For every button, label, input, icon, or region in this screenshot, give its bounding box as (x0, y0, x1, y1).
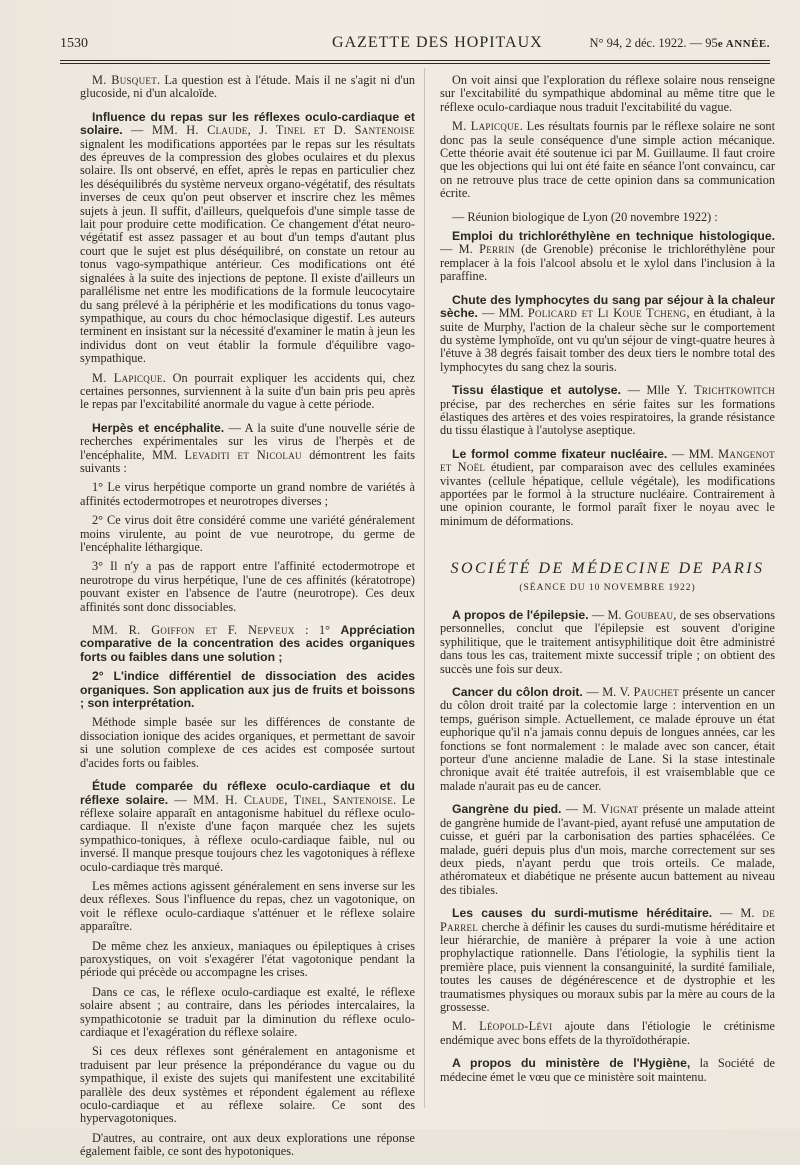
article (440, 803, 775, 897)
article-text: (de Grenoble) préconise le trichloréthylène pour remplacer à la fois l'alcool absolu et le xylol dans l'inclusion à la paraffine. (440, 242, 775, 284)
article-heading: Appréciation comparative de la concentration des acides organiques forts ou faibles dans une solution ; (80, 623, 415, 664)
article-heading: A propos de l'épilepsie. (452, 608, 589, 622)
article (440, 686, 775, 793)
meeting-line: — Réunion biologique de Lyon (20 novembre 1922) : (452, 209, 718, 224)
header-rule-bottom (60, 63, 770, 64)
author-name: M. Lapicque (452, 119, 520, 134)
article-text: : 1° (294, 623, 341, 638)
right-column (440, 74, 775, 1090)
list-item: 3° Il n'y a pas de rapport entre l'affinité ectodermotrope et neurotrope du virus herpétique, l'une de ces affinités (kératotrope) pouvant exister en l'absence de l'autre (neurotrope). Ces deux affinités sont donc dissociables. (80, 559, 415, 614)
article-text: . Le réflexe solaire apparaît en antagonisme habituel du réflexe oculo-cardiaque. Il n'existe d'une façon marquée chez les sujets sympathico-toniques, à réflexe oculo-cardiaque faible, nul ou inversé. Il manque presque toujours chez les vagotoniques à réflexe oculo-cardiaque très marqué. (80, 792, 415, 874)
article (440, 448, 775, 528)
author-names: Y. Trichtkowitch (676, 383, 775, 398)
article-text: cherche à définir les causes du surdi-mutisme héréditaire et leur hiérarchie, de manière à préparer la voie à une action prophylactique rationnelle. Dans l'étiologie, la syphilis tient la première place, puis viennent la consanguinité, la surdité familiale, toutes les causes de dégénérescence et de dystrophie et les traumatismes physiques ou moraux subis par la mère au cours de la grossesse. (440, 919, 775, 1014)
article (80, 422, 415, 476)
paragraph (440, 120, 775, 200)
article-text: présente un cancer du côlon droit traité par la colectomie large : intervention en un temps, guérison simple. Actuellement, ce malade éprouve un état euphorique qu'il n'a jamais connu depuis de longues années, car les fonctions se font normalement : le malade avec son cancer, était porteur d'une ancienne maladie de Lane. Si la stase intestinale chronique avait été traitée autrefois, il est vraisemblable que ce malade n'aurait pas eu de cancer. (440, 685, 776, 793)
article (440, 230, 775, 284)
article-text: — M. (440, 242, 480, 257)
article-heading: Influence du repas sur les réflexes oculo-cardiaque et solaire. (80, 109, 415, 138)
article-text: , de ses observations personnelles, conclut que l'épilepsie est souvent d'origine syphilitique, que le traitement antisyphilitique doit être administré dans tous les cas, traitement mixte successif triple ; on obtient des succès une fois sur deux. (440, 608, 776, 676)
paragraph (80, 372, 415, 412)
column-divider (424, 68, 425, 1108)
paragraph: Les mêmes actions agissent généralement en sens inverse sur les deux réflexes. Sous l'influence du repas, chez un vagotonique, on voit le réflexe oculo-cardiaque s'atténuer et le réflexe solaire apparaître. (80, 878, 415, 934)
article (80, 624, 415, 664)
paragraph: Dans ce cas, le réflexe oculo-cardiaque est exalté, le réflexe solaire absent ; au contraire, dans les périodes intercalaires, la sympathicotonie se traduit par la diminution du réflexe oculo-cardiaque et l'exagération du réflexe solaire. (80, 984, 415, 1039)
article-heading: Étude comparée du réflexe oculo-cardiaque et du réflexe solaire. (80, 779, 415, 807)
article-text: — M. (712, 906, 763, 921)
article-heading: 2° L'indice différentiel de dissociation des acides organiques. Son application aux jus de fruits et boissons ; son interprétation. (80, 669, 415, 711)
paragraph: Si ces deux réflexes sont généralement en antagonisme et traduisent par leur présence la prépondérance du vague ou du sympathique, il existe des sujets qui manifestent une excitabilité parallèle des deux systèmes et répondent également au réflexe oculo-cardiaque et au réflexe solaire. Ce sont des hypervagotoniques. (80, 1044, 415, 1126)
article-text: signalent les modifications apportées par le repas sur les résultats des épreuves de la compression des globes oculaires et du plexus solaire. Ils ont observé, en effet, après le repas en particulier chez les déséquilibrés du système nerveux organo-végétatif, des résultats inverses de ceux qu'on peut observer et inscrire chez les mêmes sujets à jeun. Il suffit, d'ailleurs, quelquefois d'une simple tasse de lait pour produire cette modification. Ce changement d'état neuro-végétatif est assez passager et au bout d'un temps d'autant plus court que le sujet est plus déséquilibré, on constate un retour au tonus vago-sympathique antérieur. Ces modifications ont été signalées à la suite des injections de peptone. Il existe d'ailleurs un parallélisme net entre les modifications de la formule leucocytaire du sang prélevé à la périphérie et les modifications du tonus vago-sympathique, au cours du choc hémoclasique digestif. Les auteurs terminent en insistant sur la nécessité d'examiner le matin à jeun les individus dont on veut établir la formule d'équilibre vago-sympathique. (80, 136, 415, 366)
article-text: — M. (561, 802, 601, 817)
article-heading: A propos du ministère de l'Hygiène, (452, 1056, 691, 1071)
article-text: — A la suite d'une nouvelle série de recherches expérimentales sur les virus de l'herpès et de l'encéphalite, MM. (80, 420, 415, 462)
society-title: SOCIÉTÉ DE MÉDECINE DE PARIS (450, 560, 765, 578)
author-name: M. Lapicque (92, 370, 163, 385)
page-number: 1530 (60, 36, 88, 51)
article-text: étudient, par comparaison avec des cellules examinées vivantes (cellule hépatique, cellule végétale), les modifications apportées par le formol à la structure nucléaire. Contrairement à une opinion courante, le formol paraît fixer le noyau avec le minimum de déformations. (440, 460, 775, 528)
author-names: Policard et Li Koue Tcheng (527, 306, 687, 321)
author-names: — MM. H. Claude, J. Tinel et D. Santenoise (122, 123, 415, 138)
article-text: , en étudiant, à la suite de Murphy, l'action de la chaleur sèche sur le comportement du système lymphoïde, ont vu qu'un séjour de vingt-quatre heures à l'étuve à 38 degrés faisait tomber des deux tiers le nombre total des lymphocytes du sang chez la souris. (440, 306, 775, 374)
article-text: précise, par des recherches en série faites sur les formations élastiques des artères et des voies respiratoires, la grande résistance du tissu élastique à l'autolyse aseptique. (440, 396, 775, 438)
article (80, 111, 415, 366)
article (440, 1057, 775, 1084)
list-item: 1° Le virus herpétique comporte un grand nombre de variétés à affinités ectodermotropes et neurotropes diverses ; (80, 480, 415, 508)
author-name: M. Léopold-Lévi (452, 1019, 553, 1034)
paragraph-text: ajoute dans l'étiologie le crétinisme endémique avec bons effets de la thyroïdothérapie. (440, 1019, 775, 1047)
article (80, 670, 415, 710)
article (80, 780, 415, 874)
paragraph (80, 74, 415, 101)
issue-info (589, 36, 770, 51)
author-names: — MM. H. Claude, Tinel, Santenoise (168, 792, 394, 807)
paragraph (440, 1020, 775, 1047)
paragraph-text: . Les résultats fournis par le réflexe solaire ne sont donc pas la seule conséquence d'une simple action mécanique. Cette théorie avait été soutenue ici par M. Guillaume. Il faut croire que les objections qui lui ont été faite en séance l'ont convaincu, car on ne retrouve plus trace de cette opinion dans sa communication écrite. (440, 119, 775, 201)
author-names: Pauchet (633, 685, 679, 700)
issue-prefix: N° 94, 2 déc. 1922. — 95 (589, 36, 718, 50)
article-text: — Mlle (620, 383, 677, 398)
seance-date: (SÉANCE DU 10 NOVEMBRE 1922) (519, 582, 696, 593)
list-item: 2° Ce virus doit être considéré comme une variété généralement moins virulente, au point de vue neurotrope, du germe de l'encéphalite léthargique. (80, 513, 415, 554)
header-rule-top (60, 60, 770, 61)
article-heading: Tissu élastique et autolyse. (452, 383, 621, 398)
author-names: Goubeau (624, 608, 674, 622)
article (440, 907, 775, 1014)
author-names: MM. R. Goiffon et F. Nepveux (92, 623, 295, 638)
article-heading: Herpès et encéphalite. (92, 420, 225, 435)
journal-title: GAZETTE DES HOPITAUX (332, 34, 543, 51)
author-names: Vignat (600, 802, 639, 817)
article-text: — MM. (477, 306, 528, 321)
article-text: — M. V. (582, 685, 634, 700)
paragraph: On voit ainsi que l'exploration du réflexe solaire nous renseigne sur l'excitabilité du sympathique abdominal au même titre que le réflexe oculo-cardiaque nous traduit l'excitabilité du vague. (440, 73, 775, 114)
article (440, 609, 775, 676)
paragraph-text: . On pourrait expliquer les accidents qui, chez certaines personnes, surviennent à la suite d'un bain pris peu après le repas par l'excitabilité anormale du vague à cette période. (80, 370, 415, 412)
article-heading: Gangrène du pied. (452, 802, 562, 817)
author-names: de Parrel (440, 906, 775, 934)
article-heading: Le formol comme fixateur nucléaire. (452, 446, 668, 461)
author-names: Levaditi et Nicolau (184, 447, 302, 462)
article-text: la Société de médecine émet le vœu que ce ministère soit maintenu. (440, 1056, 775, 1084)
article-text: — M. (588, 608, 625, 622)
article-text: présente un malade atteint de gangrène humide de l'avant-pied, ayant refusé une amputation de cuisse, et guéri par la carbonisation des parties sphacélées. Ce malade, guéri depuis plus d'un mois, marche correctement sur ses deux pieds, n'ayant perdu que trois orteils. Ce malade, athéromateux et diabétique ne présente aucun battement au niveau des tibiales. (440, 802, 776, 897)
article-heading: Cancer du côlon droit. (452, 685, 583, 700)
article-heading: Les causes du surdi-mutisme héréditaire. (452, 906, 713, 921)
article (440, 294, 775, 374)
author-name: M. Busquet (92, 73, 157, 87)
issue-suffix: e ANNÉE. (717, 38, 770, 50)
article (440, 384, 775, 438)
author-names: Perrin (479, 242, 515, 257)
page-header (60, 30, 770, 58)
paragraph: De même chez les anxieux, maniaques ou épileptiques à crises paroxystiques, on voit s'exagérer l'état vagotonique pendant la période qui précède ou accompagne les crises. (80, 938, 415, 980)
author-names: Mangenot et Noël (440, 446, 775, 475)
paragraph-text: . La question est à l'étude. Mais il ne s'agit ni d'un glucoside, ni d'un alcaloïde. (80, 73, 415, 101)
article-text: démontrent les faits suivants : (80, 447, 416, 475)
left-column (80, 74, 415, 1165)
article-heading: Emploi du trichloréthylène en technique histologique. (452, 229, 775, 244)
paragraph: D'autres, au contraire, ont aux deux explorations une réponse également faible, ce sont des hypotoniques. (80, 1130, 415, 1159)
paragraph: Méthode simple basée sur les différences de constante de dissociation ionique des acides organiques, et permettant de savoir si une solution complexe de ces acides est composée surtout d'acides forts ou faibles. (80, 715, 415, 770)
article-text: — MM. (667, 446, 719, 461)
article-heading: Chute des lymphocytes du sang par séjour à la chaleur sèche. (440, 292, 775, 321)
